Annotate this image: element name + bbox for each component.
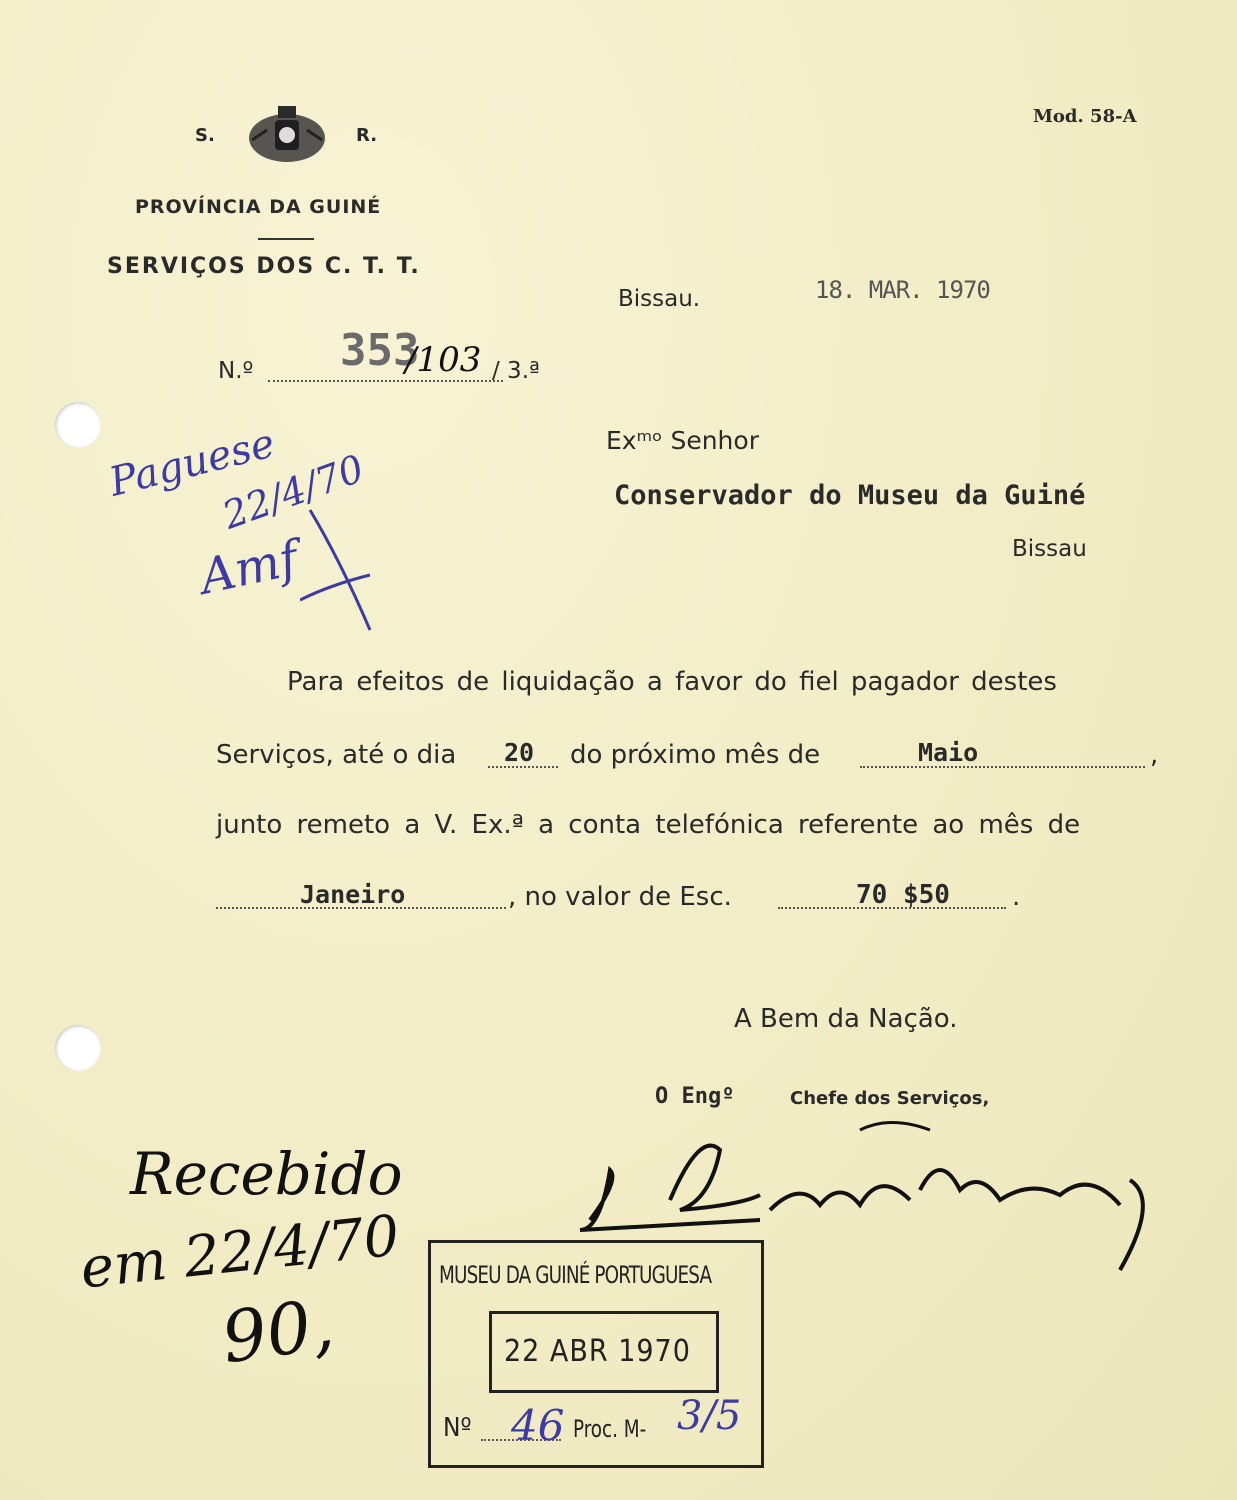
blue-note-stroke	[300, 490, 380, 640]
salutation: Exᵐᵒ Senhor	[606, 426, 759, 455]
museum-stamp-date-box	[489, 1311, 719, 1393]
body-line2-a: Serviços, até o dia	[216, 740, 457, 770]
month-next-dotted-line	[860, 766, 1145, 768]
reference-label: N.º	[218, 358, 254, 384]
month-ref-value: Janeiro	[300, 880, 406, 909]
punch-hole-bottom	[55, 1025, 101, 1071]
amount-value: 70 $50	[856, 880, 950, 910]
province-heading: PROVÍNCIA DA GUINÉ	[135, 196, 382, 218]
body-line1: Para efeitos de liquidação a favor do fiel pagador destes	[287, 667, 1057, 697]
body-line2-b: do próximo mês de	[570, 740, 821, 770]
month-next-value: Maio	[918, 738, 979, 767]
addressee-name: Conservador do Museu da Guiné	[614, 480, 1086, 511]
body-line2-end: ,	[1150, 740, 1159, 770]
r-letter: R.	[356, 125, 378, 146]
reference-suffix: / 3.ª	[492, 358, 540, 384]
place-city: Bissau.	[618, 286, 701, 312]
body-line4-a: , no valor de Esc.	[508, 882, 732, 912]
signer-title: Chefe dos Serviços,	[790, 1088, 990, 1109]
reference-dotted-line	[268, 380, 503, 382]
museum-stamp-title: MUSEU DA GUINÉ PORTUGUESA	[439, 1261, 712, 1289]
punch-hole-top	[55, 402, 101, 448]
blue-note-line3: Amf	[195, 530, 303, 606]
museum-stamp-no-label: Nº	[443, 1413, 472, 1443]
s-letter: S.	[195, 125, 215, 146]
model-number: Mod. 58-A	[1033, 106, 1137, 127]
museum-stamp-date: 22 ABR 1970	[504, 1334, 691, 1369]
closing-motto: A Bem da Nação.	[734, 1004, 958, 1034]
reference-handwritten: /103	[405, 340, 482, 380]
body-line4-end: .	[1012, 882, 1021, 912]
received-line3: 90,	[216, 1282, 339, 1380]
coat-of-arms-icon	[242, 100, 332, 174]
addressee-city: Bissau	[1012, 536, 1087, 562]
date-stamp: 18. MAR. 1970	[815, 276, 990, 304]
museum-stamp-proc-label: Proc. M-	[573, 1415, 647, 1443]
body-line3: junto remeto a V. Ex.ª a conta telefónica referente ao mês de	[216, 810, 1081, 840]
heading-divider	[258, 238, 314, 240]
blue-note-line1: Paguese	[104, 420, 280, 506]
service-heading: SERVIÇOS DOS C. T. T.	[107, 254, 421, 279]
received-line2: em 22/4/70	[77, 1203, 403, 1302]
museum-stamp	[428, 1240, 764, 1468]
blue-note-line2: 22/4/70	[216, 446, 370, 538]
received-line1: Recebido	[130, 1140, 403, 1208]
signer-prefix: O Engº	[655, 1084, 735, 1109]
reference-number-stamp: 353	[340, 325, 420, 376]
day-value: 20	[504, 738, 535, 767]
museum-stamp-no-value: 46	[511, 1401, 565, 1450]
museum-stamp-proc-value: 3/5	[677, 1393, 742, 1439]
